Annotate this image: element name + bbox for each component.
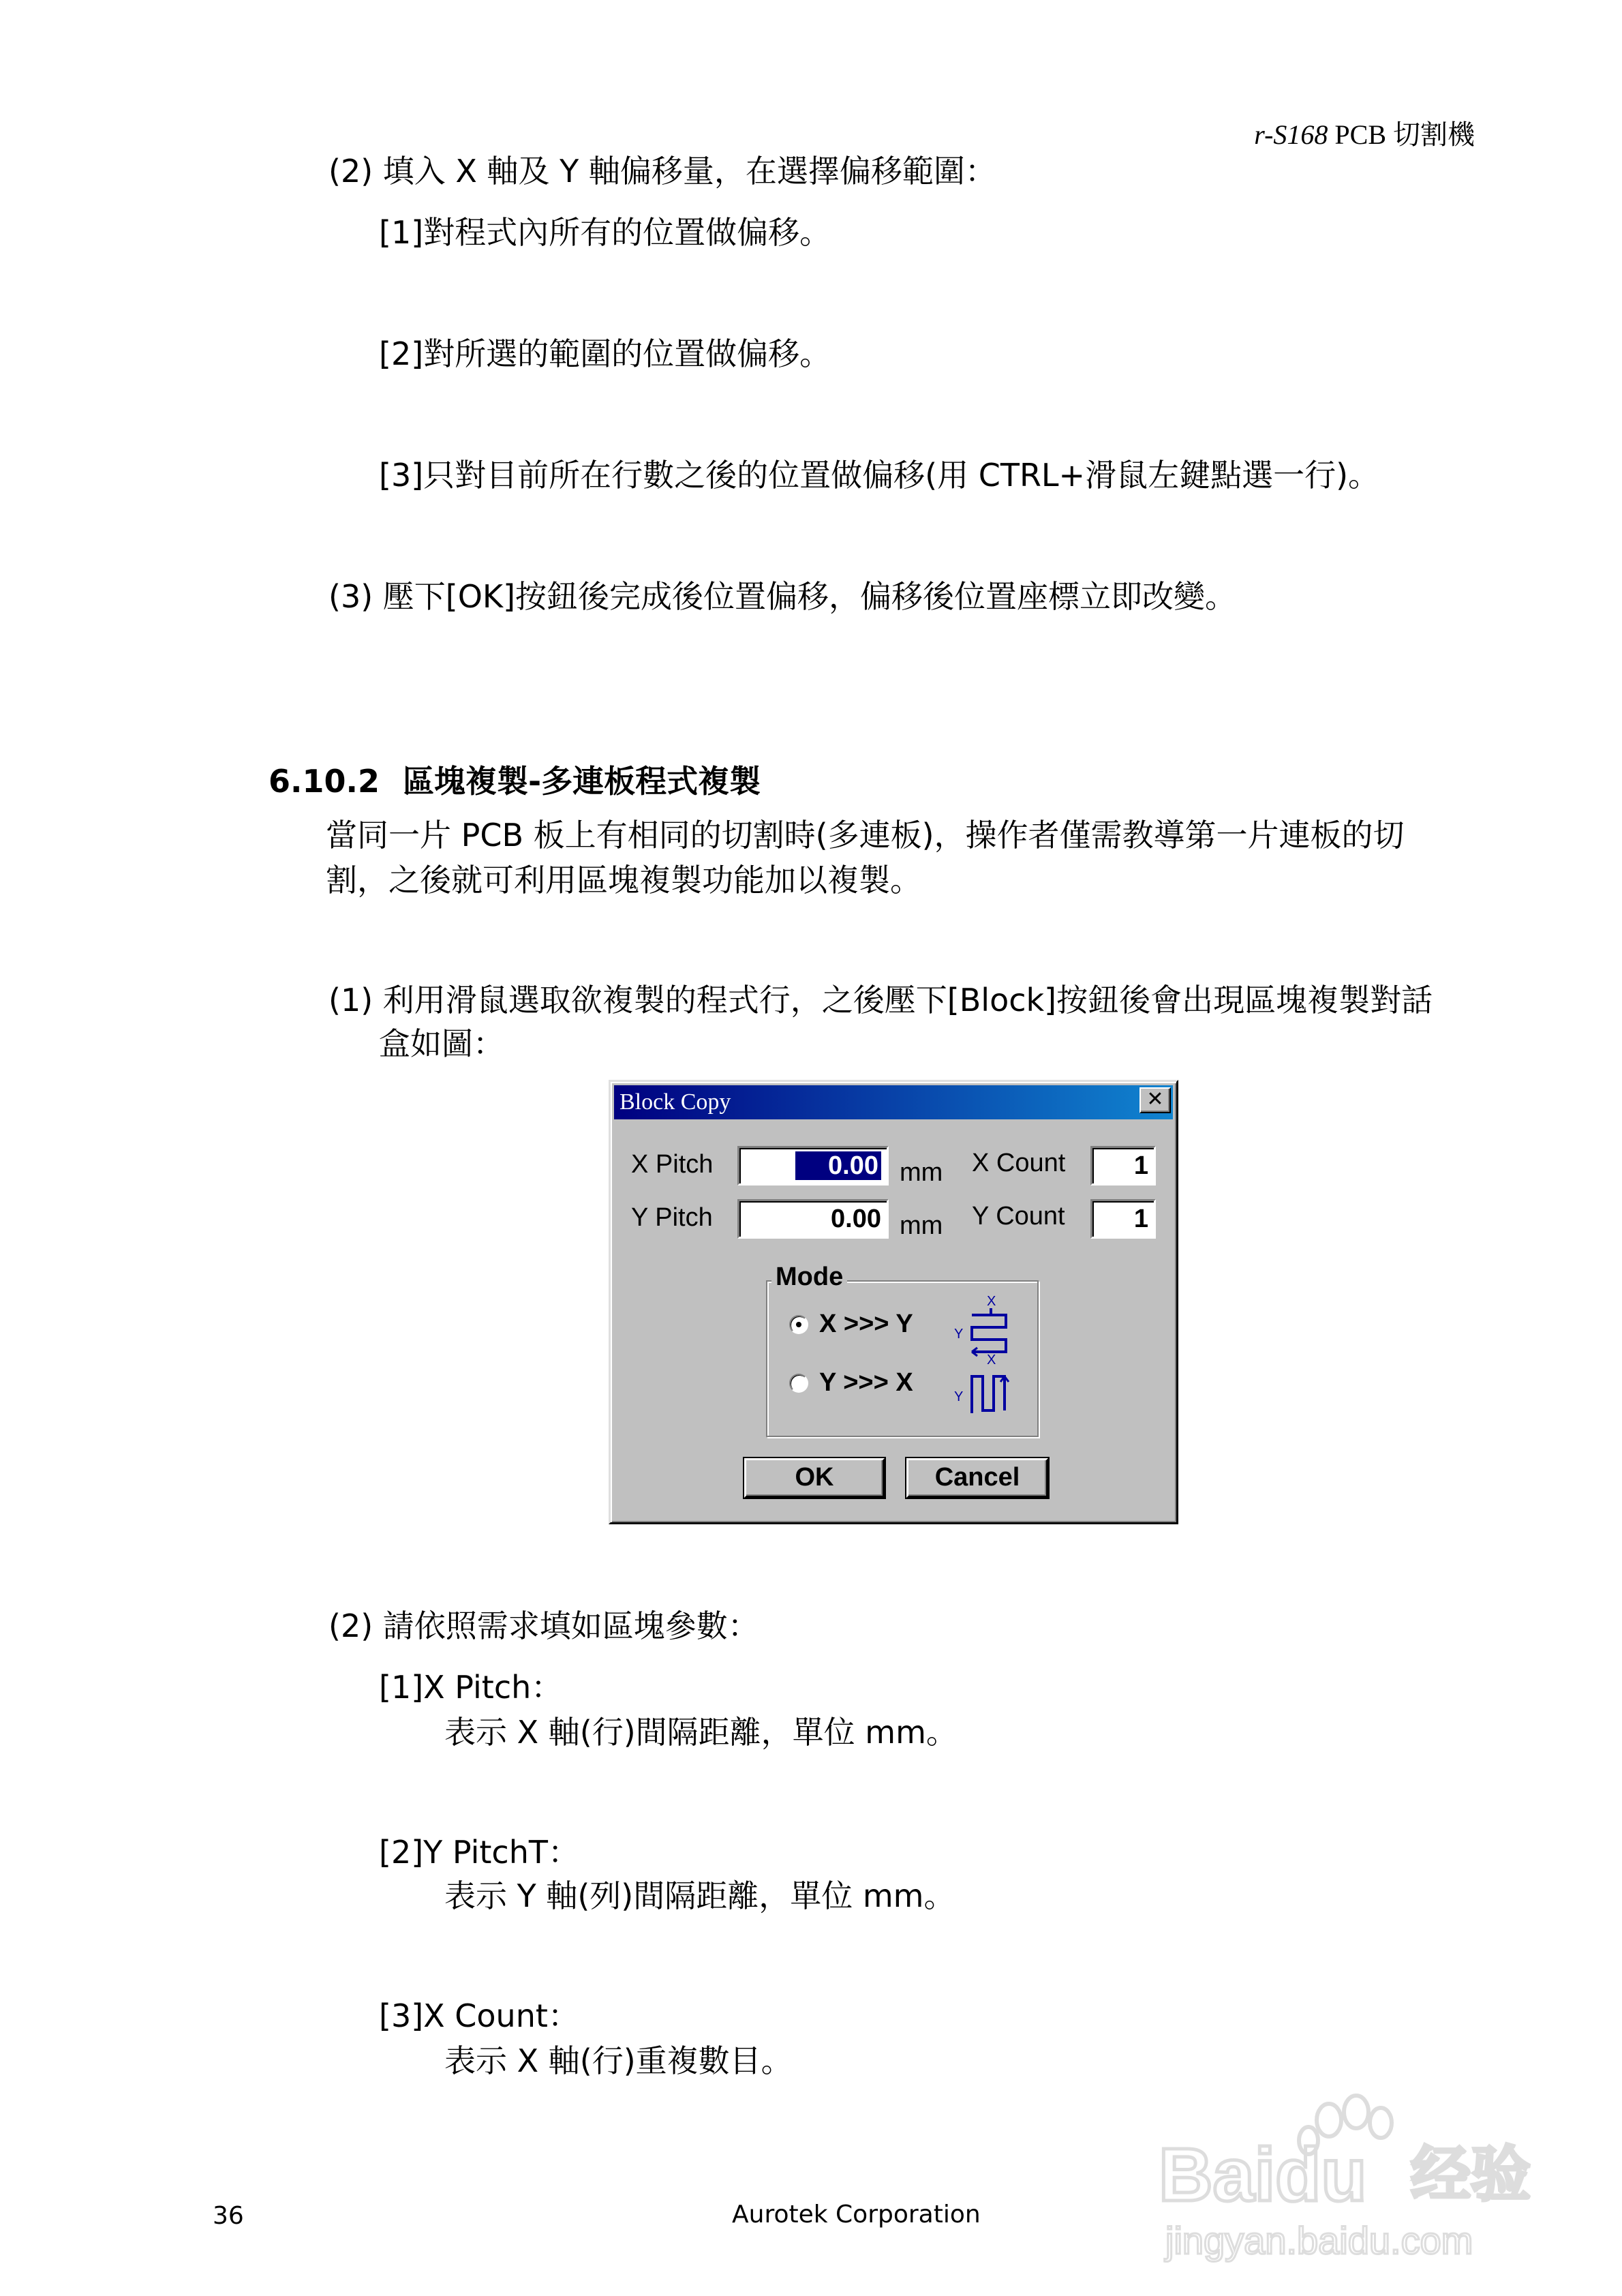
param-1-desc: 表示 X 軸(行)間隔距離，單位 mm。 [444, 1714, 958, 1751]
model-suffix: PCB 切割機 [1328, 119, 1475, 150]
close-button[interactable] [1139, 1087, 1171, 1113]
icon-y-letter: Y [954, 1389, 964, 1404]
x-count-input[interactable] [1090, 1146, 1156, 1185]
block-copy-dialog [609, 1080, 1178, 1524]
y-then-x-pattern-icon [951, 1352, 1020, 1423]
step-1-line-2: 盒如圖： [379, 1025, 504, 1062]
page-number: 36 [213, 2202, 244, 2230]
watermark-brand-cn: 经验 [1411, 2139, 1531, 2209]
x-pitch-value: 0.00 [795, 1151, 881, 1180]
y-count-label: Y Count [972, 1202, 1065, 1230]
section-heading [269, 757, 761, 802]
x-pitch-label: X Pitch [631, 1150, 714, 1179]
param-2-desc: 表示 Y 軸(列)間隔距離，單位 mm。 [444, 1877, 955, 1914]
cancel-button[interactable]: Cancel [906, 1458, 1048, 1498]
radio-selected-dot [796, 1322, 801, 1327]
dialog-title: Block Copy [619, 1089, 731, 1115]
x-pitch-input[interactable] [737, 1146, 889, 1185]
option-3-text: [3]只對目前所在行數之後的位置做偏移(用 CTRL+滑鼠左鍵點選一行)。 [379, 457, 1380, 494]
option-1-text: [1]對程式內所有的位置做偏移。 [379, 214, 831, 251]
icon-x-letter: X [987, 1353, 996, 1368]
step-2-text: (2) 填入 X 軸及 Y 軸偏移量，在選擇偏移範圍： [328, 153, 996, 190]
dialog-titlebar [614, 1085, 1173, 1119]
intro-line-1: 當同一片 PCB 板上有相同的切割時(多連板)，操作者僅需教導第一片連板的切 [326, 817, 1405, 854]
mode-radio-y-then-x[interactable] [789, 1374, 808, 1393]
option-2-text: [2]對所選的範圍的位置做偏移。 [379, 335, 831, 372]
section-number: 6.10.2 [269, 763, 380, 800]
step-1-line-1: (1) 利用滑鼠選取欲複製的程式行，之後壓下[Block]按鈕後會出現區塊複製對話 [328, 982, 1433, 1018]
mode-option-x-then-y[interactable]: X >>> Y [819, 1310, 913, 1338]
mode-radio-x-then-y[interactable] [789, 1315, 808, 1334]
watermark-url: jingyan.baidu.com [1165, 2219, 1473, 2262]
y-pitch-value: 0.00 [831, 1205, 881, 1233]
footer-company: Aurotek Corporation [732, 2201, 981, 2229]
icon-y-letter: Y [954, 1327, 964, 1342]
param-1-label: [1]X Pitch： [379, 1669, 563, 1706]
mode-label: Mode [771, 1263, 847, 1292]
x-count-value: 1 [1133, 1151, 1148, 1180]
icon-x-letter: X [987, 1294, 996, 1309]
param-3-label: [3]X Count： [379, 1997, 579, 2034]
y-pitch-label: Y Pitch [631, 1203, 713, 1232]
y-pitch-input[interactable] [737, 1199, 889, 1239]
x-count-label: X Count [972, 1149, 1066, 1177]
baidu-watermark-logo [1152, 2093, 1533, 2270]
model-name: r-S168 [1254, 119, 1328, 150]
close-icon: ✕ [1146, 1087, 1164, 1111]
ok-button[interactable]: OK [744, 1458, 885, 1498]
y-count-input[interactable] [1090, 1199, 1156, 1239]
param-3-desc: 表示 X 軸(行)重複數目。 [444, 2042, 793, 2079]
x-pitch-unit: mm [900, 1158, 943, 1187]
section-title: 區塊複製-多連板程式複製 [403, 763, 761, 800]
watermark-brand: Baidu [1159, 2133, 1367, 2217]
running-header [1254, 113, 1475, 152]
step-3-text: (3) 壓下[OK]按鈕後完成後位置偏移，偏移後位置座標立即改變。 [328, 578, 1237, 615]
mode-option-y-then-x[interactable]: Y >>> X [819, 1368, 913, 1397]
y-pitch-unit: mm [900, 1211, 943, 1240]
intro-line-2: 割，之後就可利用區塊複製功能加以複製。 [326, 862, 921, 898]
params-heading: (2) 請依照需求填如區塊參數： [328, 1607, 759, 1644]
y-count-value: 1 [1133, 1205, 1148, 1233]
param-2-label: [2]Y PitchT： [379, 1834, 579, 1871]
